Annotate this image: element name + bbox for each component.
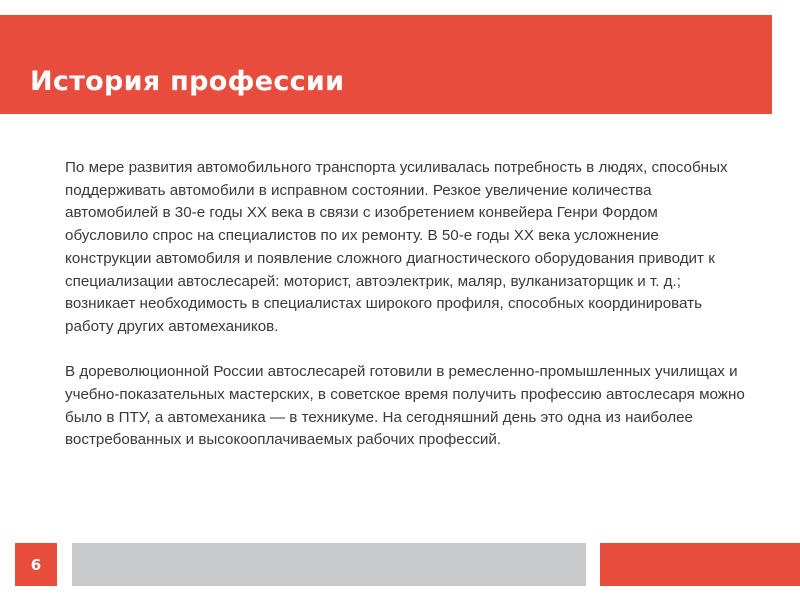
body-text [65, 157, 745, 452]
footer-bar-gray [72, 543, 586, 586]
paragraph-education: В дореволюционной России автослесарей готовили в ремесленно-промышленных училищах и учебно-показательных мастерских, в советское время получить профессию автослесаря можно было в ПТУ, а автомеханика — в техникуме. На сегодняшний день это одна из наиболее востребованных и высокооплачиваемых рабочих профессий. [65, 363, 745, 449]
paragraph-history: По мере развития автомобильного транспорта усиливалась потребность в людях, способных поддерживать автомобили в исправном состоянии. Резкое увеличение количества автомобилей в 30-е годы XX века в связи с изобретением конвейера Генри Фордом обусловило спрос на специалистов по их ремонту. В 50-е годы XX века усложнение конструкции автомобиля и появление сложного диагностического оборудования приводит к специализации автослесарей: моторист, автоэлектрик, маляр, вулканизаторщик и т. д.; возникает необходимость в специалистах широкого профиля, способных координировать работу других автомехаников. [65, 159, 728, 335]
footer-bar-accent [600, 543, 800, 586]
page-number: 6 [15, 543, 57, 586]
slide-title: История профессии [30, 66, 345, 97]
